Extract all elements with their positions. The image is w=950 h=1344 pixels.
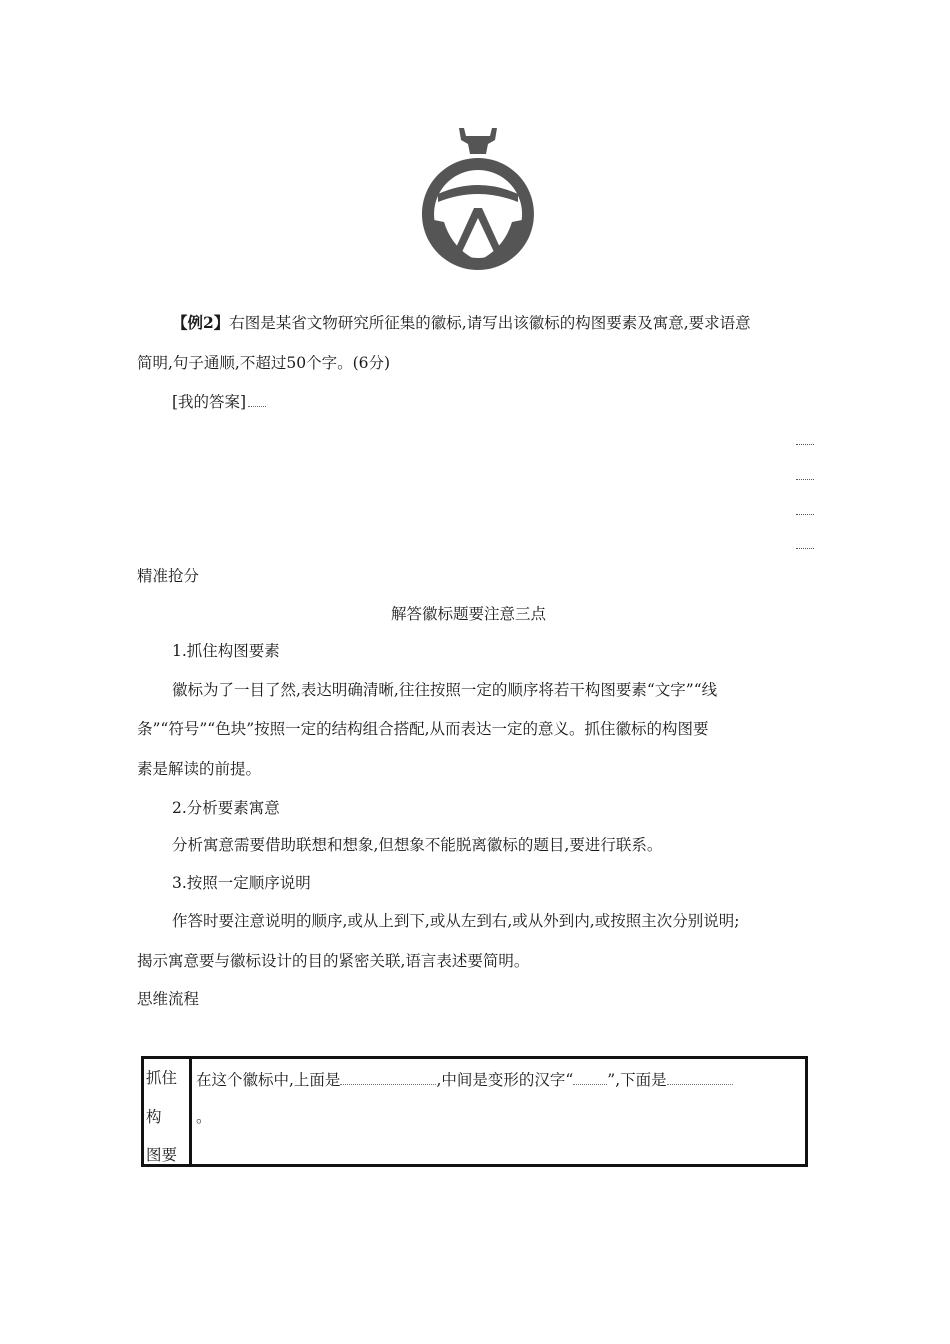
flow-table xyxy=(141,1056,808,1167)
point-2-line-1: 分析寓意需要借助联想和想象,但想象不能脱离徽标的题目,要进行联系。 xyxy=(172,836,663,854)
point-1-line-2: 条”“符号”“色块”按照一定的结构组合搭配,从而表达一定的意义。抓住徽标的构图要 xyxy=(137,720,709,738)
point-3-line-1: 作答时要注意说明的顺序,或从上到下,或从左到右,或从外到内,或按照主次分别说明; xyxy=(172,912,740,930)
emblem-logo-image xyxy=(418,124,538,272)
section-precise-title: 精准抢分 xyxy=(137,567,200,585)
example-tag: 【例2】 xyxy=(172,313,230,332)
flow-table-label-cell xyxy=(144,1059,192,1164)
example-question-line1: 【例2】右图是某省文物研究所征集的徽标,请写出该徽标的构图要素及寓意,要求语意 xyxy=(172,313,751,332)
answer-label: [我的答案] xyxy=(172,393,247,411)
section-flow-title: 思维流程 xyxy=(137,990,200,1008)
answer-line-3[interactable] xyxy=(796,514,814,515)
point-3-title: 3.按照一定顺序说明 xyxy=(172,874,311,892)
flow-table-content-line-1: 在这个徽标中,上面是 ,中间是变形的汉字“ ”,下面是 xyxy=(196,1068,733,1090)
point-1-line-3: 素是解读的前提。 xyxy=(137,760,262,778)
flow-label-line-3: 图要 xyxy=(146,1146,178,1164)
flow-label-line-2: 构 xyxy=(146,1108,162,1126)
point-2-title: 2.分析要素寓意 xyxy=(172,799,280,817)
point-3-line-2: 揭示寓意要与徽标设计的目的紧密关联,语言表述要简明。 xyxy=(137,952,530,970)
point-1-title: 1.抓住构图要素 xyxy=(172,642,280,660)
blank-bottom-element[interactable] xyxy=(667,1068,733,1085)
answer-blank[interactable] xyxy=(248,392,266,407)
answer-line-1[interactable] xyxy=(796,444,814,445)
flow-table-content-line-2: 。 xyxy=(196,1108,212,1126)
example-question-line2: 简明,句子通顺,不超过50个字。(6分) xyxy=(137,354,391,372)
heading-three-points: 解答徽标题要注意三点 xyxy=(391,605,547,623)
point-1-line-1: 徽标为了一目了然,表达明确清晰,往往按照一定的顺序将若干构图要素“文字”“线 xyxy=(172,681,718,699)
blank-top-element[interactable] xyxy=(340,1068,436,1085)
answer-line-4[interactable] xyxy=(796,548,814,549)
answer-label-row xyxy=(172,392,266,412)
flow-label-line-1: 抓住 xyxy=(146,1069,178,1087)
answer-line-2[interactable] xyxy=(796,479,814,480)
blank-chinese-character[interactable] xyxy=(573,1068,607,1085)
